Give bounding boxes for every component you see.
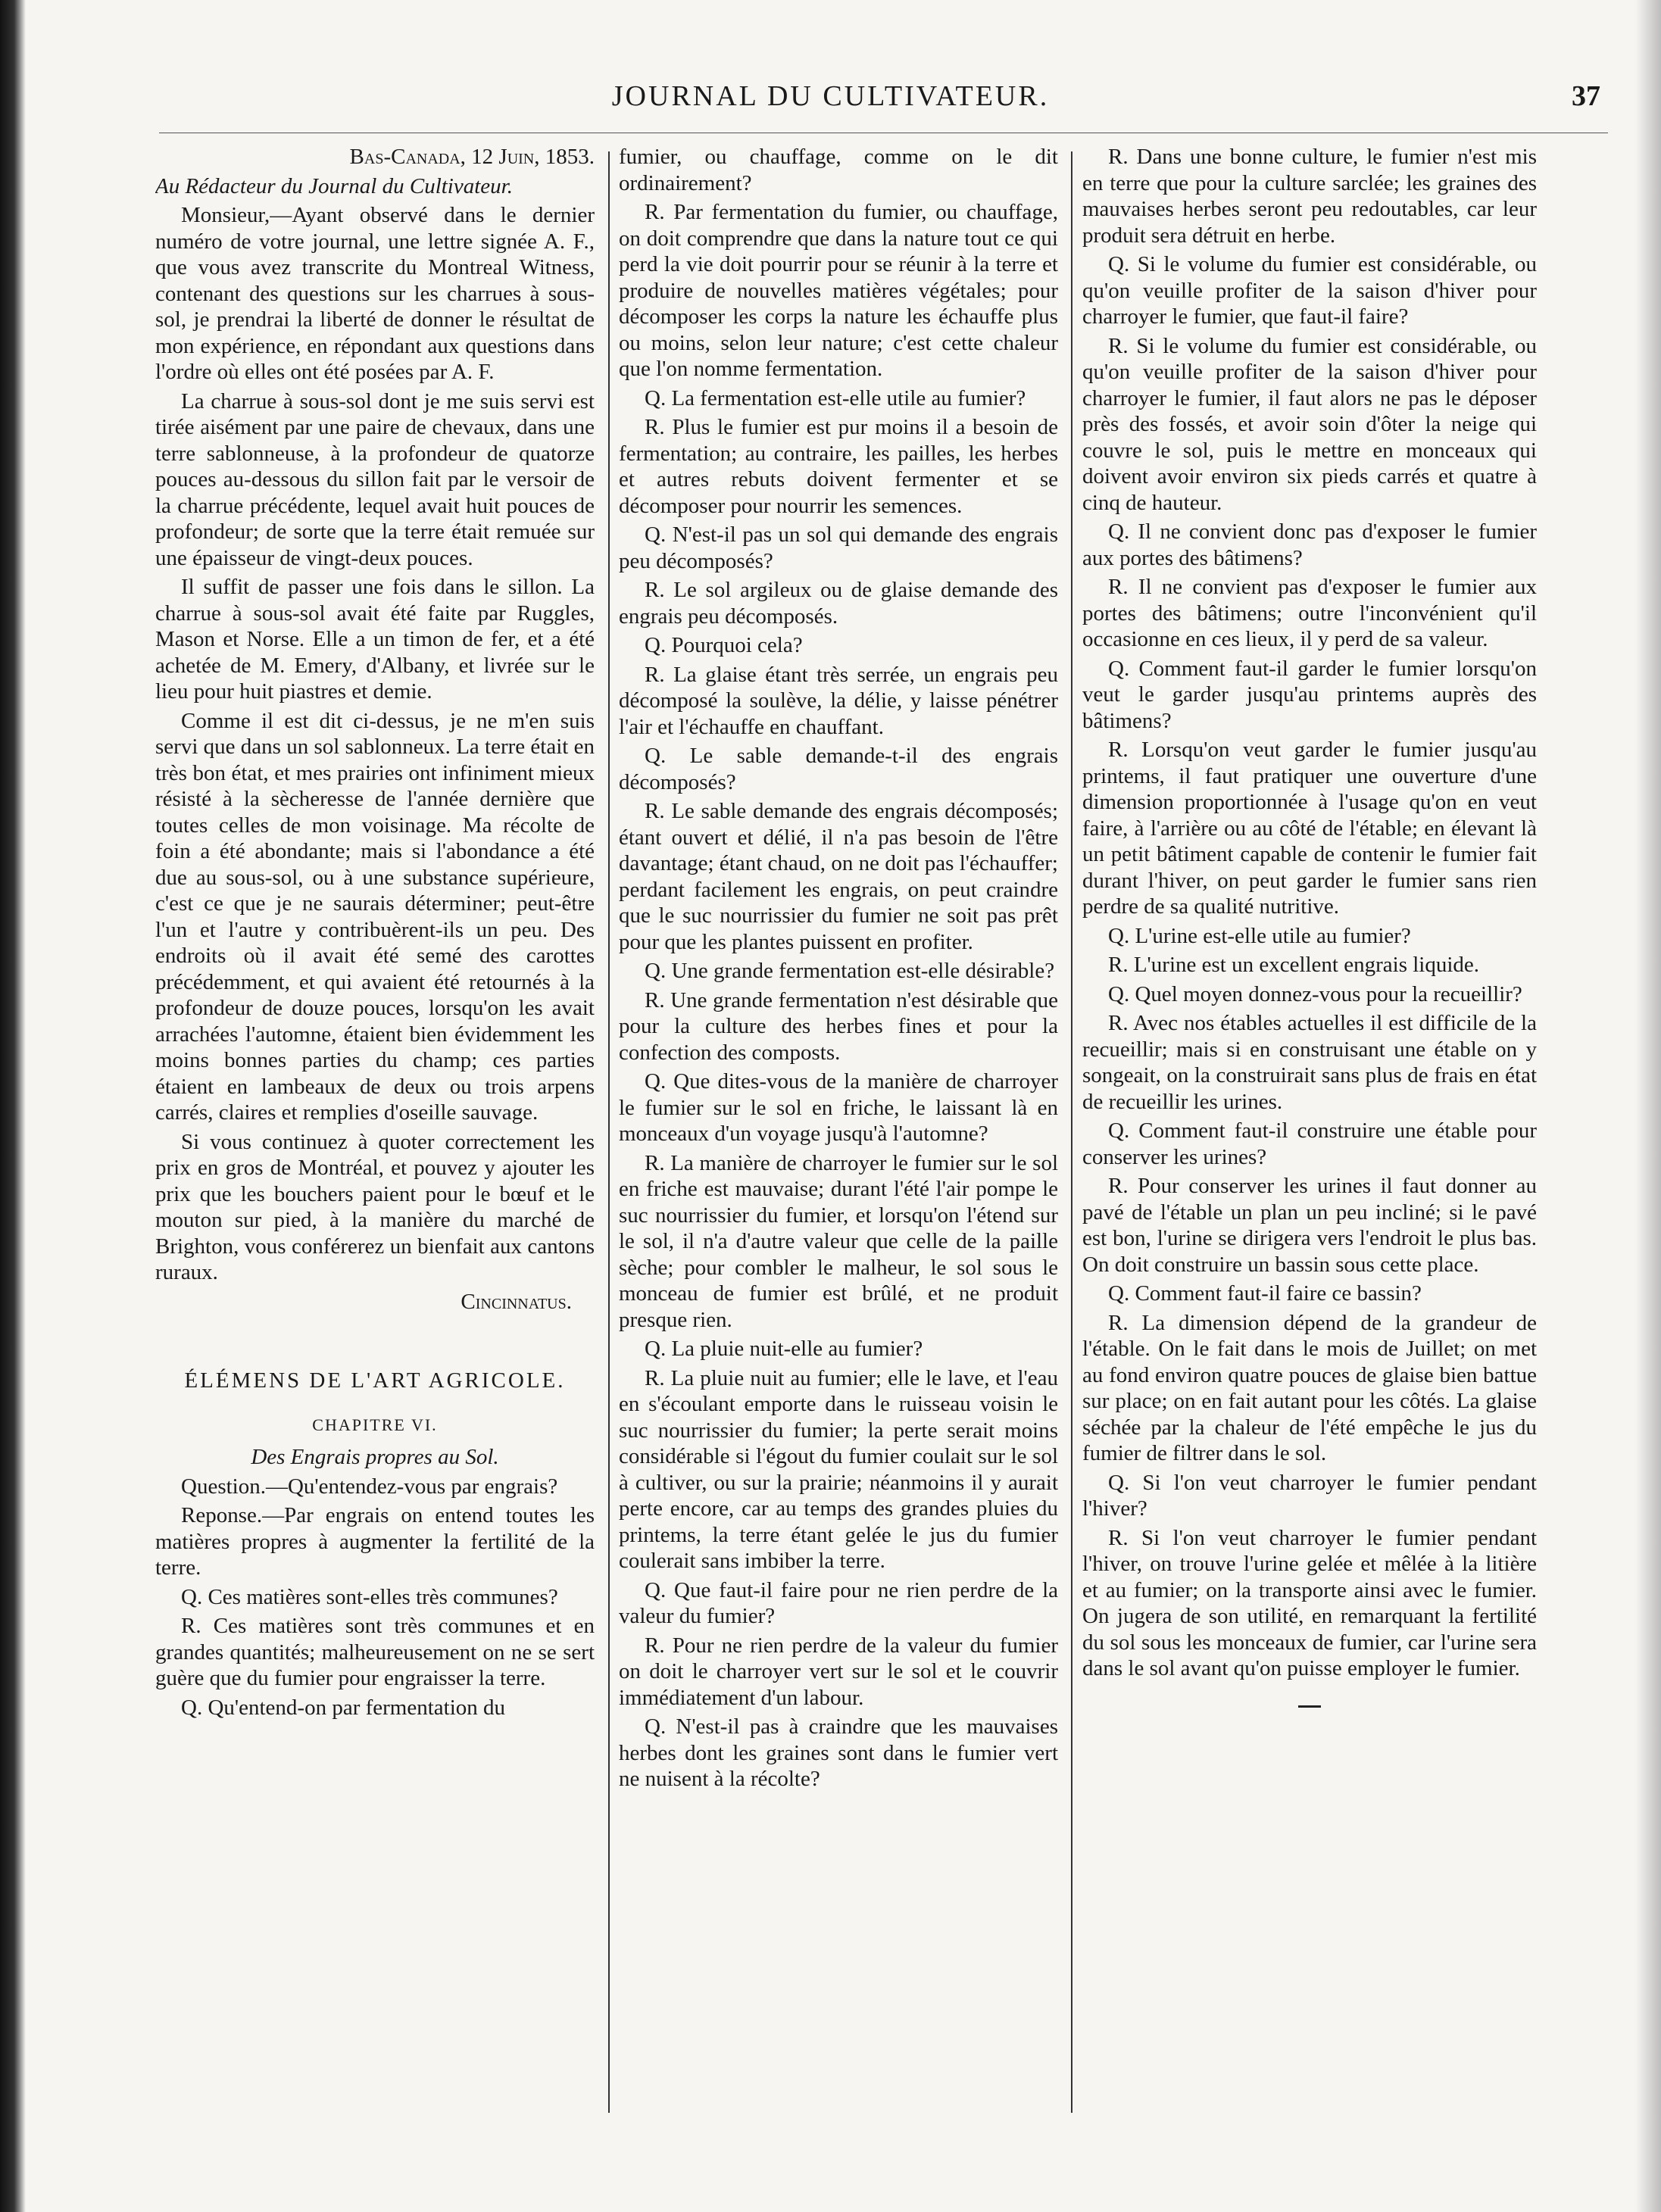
column-2 — [619, 144, 1058, 2113]
letter-paragraph: Monsieur,—Ayant observé dans le dernier numéro de votre journal, une lettre signée A. F., que vous avez transcrite du Montreal Witness, contenant des questions sur les charrues à sous-sol, je prendrai la liberté de donner le résultat de mon expérience, en répondant aux questions dans l'ordre où elles ont été posées par A. F. — [155, 203, 595, 384]
letter-signature: Cincinnatus. — [461, 1289, 572, 1314]
catechism-answer: R. L'urine est un excellent engrais liquide. — [1108, 953, 1480, 977]
catechism-question: Q. Qu'entend-on par fermentation du — [181, 1695, 506, 1720]
chapter-subtitle: Des Engrais propres au Sol. — [251, 1445, 499, 1469]
running-header — [45, 80, 1616, 125]
catechism-question: Q. Si le volume du fumier est considérable, ou qu'on veuille profiter de la saison d'hiver pour charroyer le fumier, que faut-il faire? — [1082, 252, 1537, 329]
catechism-question: Q. Que faut-il faire pour ne rien perdre de la valeur du fumier? — [619, 1577, 1058, 1628]
page-number: 37 — [1572, 80, 1600, 112]
column-1 — [155, 144, 595, 2113]
catechism-answer: R. Si l'on veut charroyer le fumier pendant l'hiver, on trouve l'urine gelée et mêlée à la litière et au fumier; on la transporte ainsi avec le fumier. On jugera de son utilité, en remarquant la fertilité du sol sous les monceaux de fumier, car l'urine sera dans le sol avant qu'on puisse employer le fumier. — [1082, 1525, 1537, 1680]
catechism-question: Q. Quel moyen donnez-vous pour la recueillir? — [1108, 981, 1522, 1006]
catechism-answer: R. Par fermentation du fumier, ou chauffage, on doit comprendre que dans la nature tout ce qui perd la vie doit pourrir pour se réunir à la terre et produire de nouvelles matières végétales; pour décomposer les corps la nature les échauffe plus ou moins, selon leur nature; c'est cette chaleur que l'on nomme fermentation. — [619, 200, 1058, 381]
catechism-answer: Reponse.—Par engrais on entend toutes les matières propres à augmenter la fertilité de la terre. — [155, 1503, 595, 1580]
catechism-question: Q. Si l'on veut charroyer le fumier pendant l'hiver? — [1082, 1470, 1537, 1521]
catechism-question: Q. Il ne convient donc pas d'exposer le fumier aux portes des bâtimens? — [1082, 519, 1537, 570]
catechism-answer: R. Le sol argileux ou de glaise demande des engrais peu décomposés. — [619, 578, 1058, 629]
letter-paragraph: La charrue à sous-sol dont je me suis servi est tirée aisément par une paire de chevaux, dans une terre sablonneuse, à la profondeur de quatorze pouces au-dessous du sillon fait par le versoir de la charrue précédente, lequel avait huit pouces de profondeur; de sorte que la terre était remuée sur une épaisseur de vingt-deux pouces. — [155, 388, 595, 570]
catechism-answer: R. Avec nos étables actuelles il est difficile de la recueillir; mais si en construisant une étable on y songeait, on la construirait sans plus de frais en état de recueillir les urines. — [1082, 1011, 1537, 1114]
catechism-answer: R. La manière de charroyer le fumier sur le sol en friche est mauvaise; durant l'été l'air pompe le suc nourrissier du fumier, et lorsqu'on l'étend sur le sol, il n'a d'autre valeur que celle de la paille sèche; pour combler le malheur, le sol sous le monceau de fumier est brûlé, et ne produit presque rien. — [619, 1150, 1058, 1332]
catechism-answer: R. Lorsqu'on veut garder le fumier jusqu'au printems, il faut pratiquer une ouverture d'une dimension proportionnée à l'usage qu'on en veut faire, à l'arrière ou au côté de l'étable; en élevant là un petit bâtiment capable de contenir le fumier fait durant l'hiver, on peut garder le fumier sans rien perdre de sa qualité nutritive. — [1082, 738, 1537, 919]
catechism-answer: R. Le sable demande des engrais décomposés; étant ouvert et délié, il n'a pas besoin de l'être davantage; étant chaud, on ne doit pas l'échauffer; perdant facilement les engrais, on peut craindre que le suc nourrissier du fumier ne soit pas prêt pour que les plantes puissent en profiter. — [619, 799, 1058, 954]
catechism-answer: R. Ces matières sont très communes et en grandes quantités; malheureusement on ne se sert guère que du fumier pour engraisser la terre. — [155, 1614, 595, 1690]
page-right-edge — [1635, 0, 1661, 2212]
catechism-question: Q. N'est-il pas à craindre que les mauvaises herbes dont les graines sont dans le fumier vert ne nuisent à la récolte? — [619, 1714, 1058, 1791]
catechism-answer: R. Il ne convient pas d'exposer le fumier aux portes des bâtimens; outre l'inconvénient qu'il occasionne en ces lieux, il y perd de sa valeur. — [1082, 575, 1537, 651]
catechism-question: Q. Une grande fermentation est-elle désirable? — [645, 959, 1055, 983]
catechism-answer: R. La dimension dépend de la grandeur de l'étable. On le fait dans le mois de Juillet; on met au fond environ quatre pouces de glaise bien battue sur place; on en fait autant pour les côtés. La glaise séchée par la chaleur de l'été empêche le jus du fumier de filtrer dans le sol. — [1082, 1310, 1537, 1465]
letter-paragraph: Comme il est dit ci-dessus, je ne m'en suis servi que dans un sol sablonneux. La terre était en très bon état, et mes prairies ont infiniment mieux résisté à la sècheresse de l'année dernière que toutes celles de mon voisinage. Ma récolte de foin a été abondante; mais si l'abondance a été due au sous-sol, ou à une substance supérieure, c'est ce que je ne saurais déterminer; peut-être l'un et l'autre y contribuèrent-ils un peu. Des endroits où il avait été semé des carottes précédemment, et qui avaient été retournés à la profondeur de douze pouces, lorsqu'on les avait arrachées l'automne, étaient bien évidemment les moins bonnes parties du champ; ces parties étaient en lambeaux de deux ou trois arpens carrés, claires et remplies d'oseille sauvage. — [155, 708, 595, 1125]
letter-addressee: Au Rédacteur du Journal du Cultivateur. — [155, 173, 513, 198]
page-binding-edge — [0, 0, 26, 2212]
catechism-question: Q. Le sable demande-t-il des engrais décomposés? — [619, 744, 1058, 794]
catechism-answer: R. Pour conserver les urines il faut donner au pavé de l'étable un plan un peu incliné; si le pavé est bon, l'urine se dirigera vers l'endroit le plus bas. On doit construire un bassin sous cette place. — [1082, 1174, 1537, 1277]
column-3 — [1082, 144, 1537, 2113]
catechism-answer: R. La pluie nuit au fumier; elle le lave, et l'eau en s'écoulant emporte dans le ruisseau voisin le suc nourrissier du fumier; la perte serait moins considérable si l'égout du fumier coulait sur le sol à cultiver, ou sur la prairie; néanmoins il y aurait perte encore, car au temps des grandes pluies du printems, la terre étant gelée le jus du fumier coulerait sans imbiber la terre. — [619, 1365, 1058, 1573]
journal-title: JOURNAL DU CULTIVATEUR. — [611, 80, 1050, 112]
catechism-answer: R. Une grande fermentation n'est désirable que pour la culture des herbes fines et pour la confection des composts. — [619, 987, 1058, 1065]
catechism-question: Q. Ces matières sont-elles très communes? — [181, 1584, 558, 1609]
catechism-answer: R. Plus le fumier est pur moins il a besoin de fermentation; au contraire, les pailles, les herbes et autres rebuts doivent fermenter et se décomposer pour nourrir les semences. — [619, 415, 1058, 518]
article-end-rule — [1082, 1688, 1537, 1714]
catechism-answer: R. Pour ne rien perdre de la valeur du fumier on doit le charroyer vert sur le sol et le couvrir immédiatement d'un labour. — [619, 1633, 1058, 1710]
catechism-question: Q. Comment faut-il faire ce bassin? — [1108, 1281, 1422, 1306]
section-title: ÉLÉMENS DE L'ART AGRICOLE. — [184, 1368, 566, 1393]
catechism-question: Q. La fermentation est-elle utile au fumier? — [645, 385, 1026, 410]
catechism-answer: R. Dans une bonne culture, le fumier n'est mis en terre que pour la culture sarclée; les graines des mauvaises herbes seront peu redoutables, car leur produit sera détruit en herbe. — [1082, 145, 1537, 248]
letter-dateline: Bas-Canada, 12 Juin, 1853. — [349, 145, 595, 169]
catechism-question: Q. N'est-il pas un sol qui demande des engrais peu décomposés? — [619, 523, 1058, 573]
catechism-question: Q. La pluie nuit-elle au fumier? — [645, 1337, 923, 1361]
catechism-question: Q. L'urine est-elle utile au fumier? — [1108, 923, 1411, 948]
column-divider-left — [608, 151, 610, 2113]
catechism-question: Q. Pourquoi cela? — [645, 633, 803, 657]
chapter-heading: CHAPITRE VI. — [312, 1415, 438, 1434]
catechism-answer: R. La glaise étant très serrée, un engrais peu décomposé la soulève, la délie, y laisse pénétrer l'air et l'échauffe en chauffant. — [619, 662, 1058, 739]
column-divider-right — [1071, 151, 1072, 2113]
catechism-question: fumier, ou chauffage, comme on le dit ordinairement? — [619, 145, 1058, 195]
catechism-question: Q. Comment faut-il garder le fumier lorsqu'on veut le garder jusqu'au printems auprès des bâtimens? — [1082, 656, 1537, 733]
letter-paragraph: Si vous continuez à quoter correctement les prix en gros de Montréal, et pouvez y ajouter les prix que les bouchers paient pour le bœuf et le mouton sur pied, à la manière du marché de Brighton, vous conférerez un bienfait aux cantons ruraux. — [155, 1129, 595, 1284]
catechism-question: Q. Que dites-vous de la manière de charroyer le fumier sur le sol en friche, le laissant là en monceaux d'un voyage jusqu'à l'automne? — [619, 1069, 1058, 1146]
letter-paragraph: Il suffit de passer une fois dans le sillon. La charrue à sous-sol avait été faite par Ruggles, Mason et Norse. Elle a un timon de fer, et a été achetée de M. Emery, d'Albany, et livrée sur le lieu pour huit piastres et demie. — [155, 575, 595, 704]
article-columns — [155, 144, 1564, 2128]
catechism-answer: R. Si le volume du fumier est considérable, ou qu'on veuille profiter de la saison d'hiver pour charroyer le fumier, il faut alors ne pas le déposer près des fossés, et avoir soin d'ôter la neige qui couvre le sol, puis le mettre en monceaux qui doivent avoir environ six pieds carrés et quatre à cinq de hauteur. — [1082, 333, 1537, 515]
catechism-question: Question.—Qu'entendez-vous par engrais? — [181, 1474, 558, 1499]
catechism-question: Q. Comment faut-il construire une étable pour conserver les urines? — [1082, 1118, 1537, 1169]
